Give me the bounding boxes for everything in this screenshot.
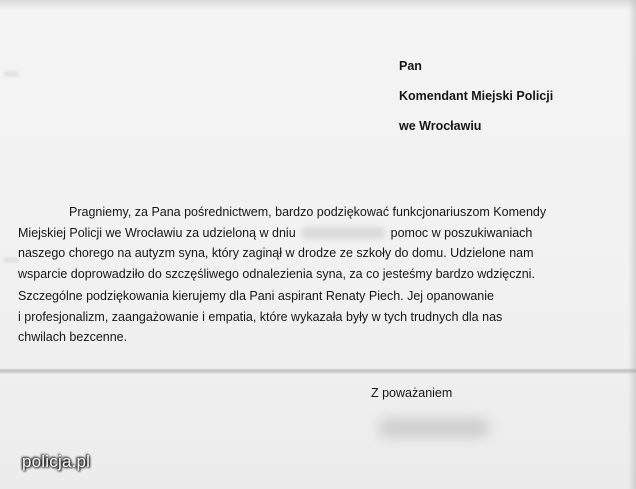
- watermark-logo: policja.pl: [22, 452, 91, 471]
- paragraph-special-thanks: [18, 286, 612, 348]
- closing-salutation: Z poważaniem: [371, 386, 453, 400]
- paragraph-line: chwilach bezcenne.: [18, 330, 128, 344]
- scan-artifact: [4, 72, 18, 76]
- redacted-signature: [378, 418, 490, 438]
- paragraph-line: wsparcie doprowadziło do szczęśliwego odnalezienia syna, za co jesteśmy bardzo wdzięczni.: [18, 266, 535, 281]
- addressee-line-3: we Wrocławiu: [399, 119, 482, 133]
- addressee-line-1: Pan: [399, 59, 422, 73]
- paragraph-line: i profesjonalizm, zaangażowanie i empatia, które wykazała były w tych trudnych dla nas: [18, 309, 503, 324]
- paragraph-line: naszego chorego na autyzm syna, który zaginął w drodze ze szkoły do domu. Udzielone nam: [18, 246, 534, 260]
- paragraph-thanks: [18, 202, 612, 284]
- paragraph-line: Szczególne podziękowania kierujemy dla Pani aspirant Renaty Piech. Jej opanowanie: [18, 289, 494, 303]
- paragraph-line: Pragniemy, za Pana pośrednictwem, bardzo podziękować funkcjonariuszom Komendy: [69, 205, 547, 219]
- scan-artifact: [4, 258, 18, 262]
- paper-top-shadow: [0, 0, 636, 10]
- paper-fold-line: [0, 368, 636, 374]
- paper-right-edge: [628, 0, 636, 489]
- redacted-date: [301, 227, 385, 239]
- paragraph-text: Miejskiej Policji we Wrocławiu za udzieloną w dniu: [18, 225, 296, 240]
- paragraph-text: pomoc w poszukiwaniach: [390, 225, 533, 240]
- paragraph-line: [18, 223, 612, 244]
- addressee-line-2: Komendant Miejski Policji: [399, 89, 554, 103]
